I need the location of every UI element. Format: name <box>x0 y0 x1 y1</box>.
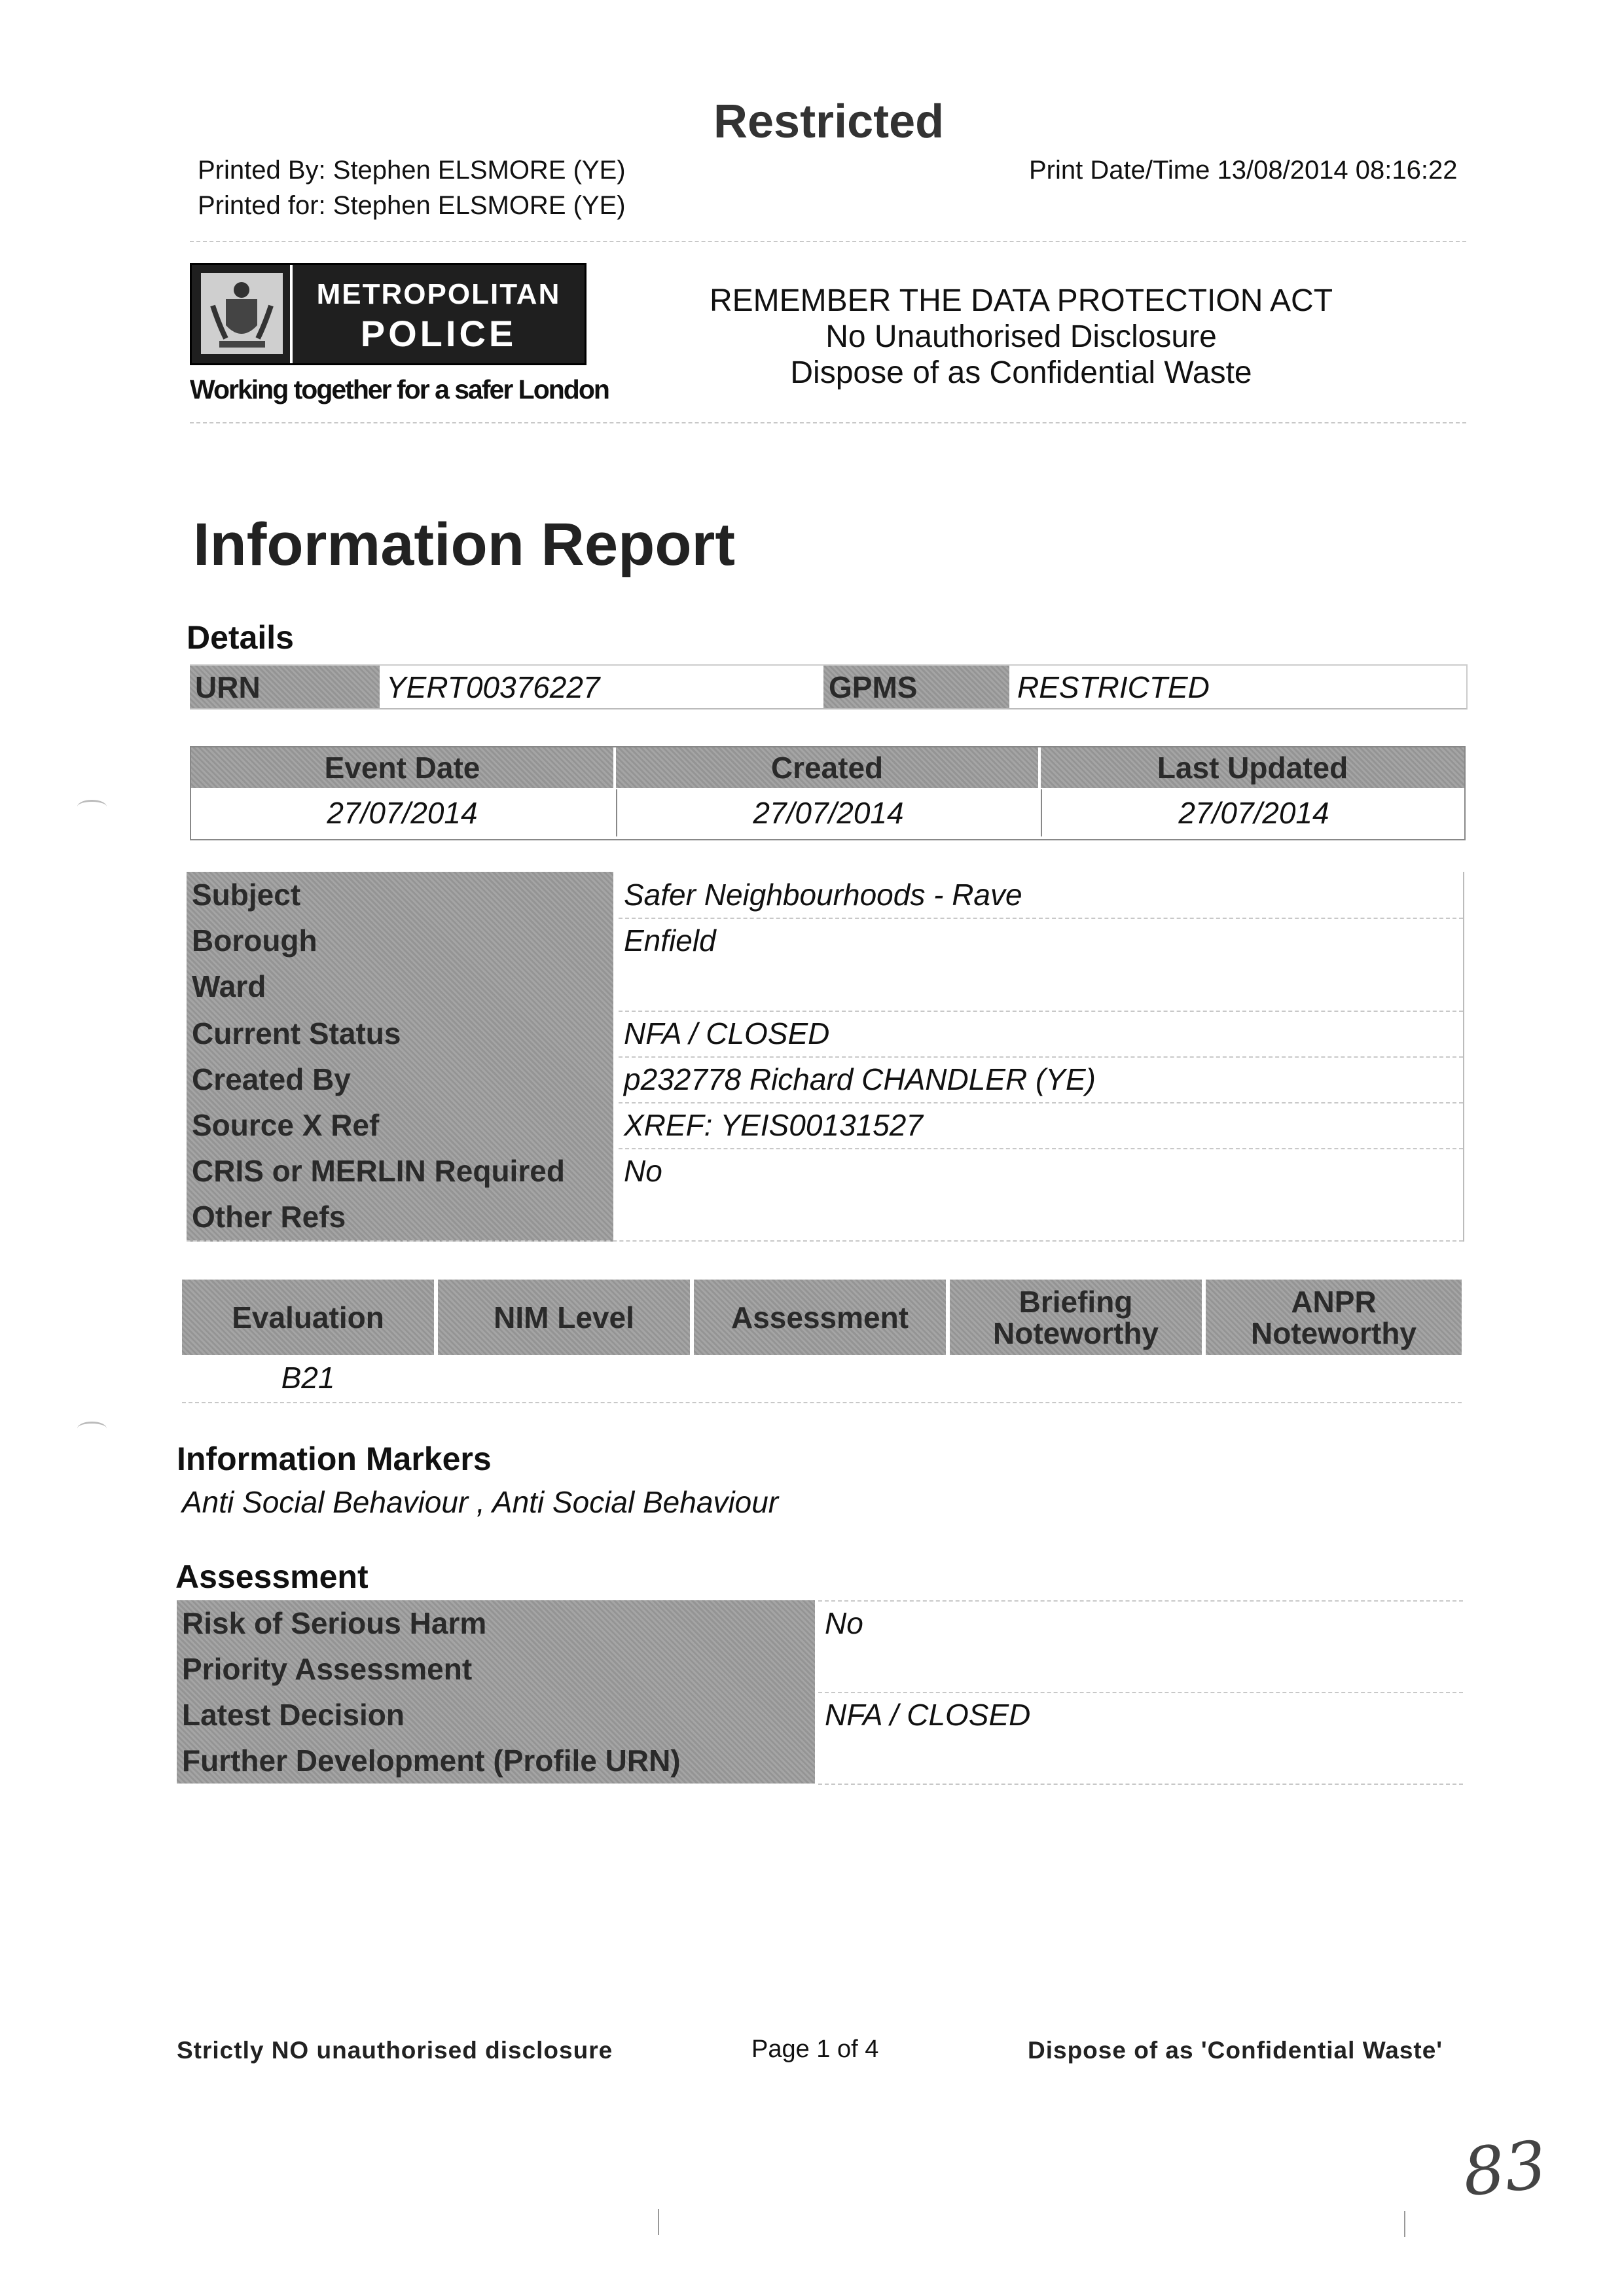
printed-for: Printed for: Stephen ELSMORE (YE) <box>198 191 626 220</box>
assessment-value-latest-decision: NFA / CLOSED <box>825 1698 1031 1732</box>
field-value-subject: Safer Neighbourhoods - Rave <box>624 878 1022 912</box>
eval-value-briefing <box>950 1355 1202 1401</box>
header-divider-2 <box>190 422 1466 423</box>
logo-tagline: Working together for a safer London <box>190 374 609 404</box>
footer-page-number: Page 1 of 4 <box>751 2036 879 2063</box>
assessment-value-further-dev <box>820 1738 825 1784</box>
page-title: Information Report <box>193 511 735 578</box>
field-value-created-by: p232778 Richard CHANDLER (YE) <box>624 1062 1096 1096</box>
assessment-label-further-dev: Further Development (Profile URN) <box>182 1744 681 1778</box>
eval-value-anpr <box>1206 1355 1462 1401</box>
information-markers-value: Anti Social Behaviour , Anti Social Behaviour <box>182 1485 779 1519</box>
punch-mark-bottom <box>77 1422 107 1435</box>
event-date-header: Event Date <box>191 747 613 788</box>
logo-line2: POLICE <box>360 313 517 354</box>
eval-header-evaluation: Evaluation <box>182 1280 434 1355</box>
assessment-value-priority <box>820 1646 825 1692</box>
crest-icon <box>201 273 283 354</box>
field-value-ward <box>619 963 624 1009</box>
eval-header-assessment: Assessment <box>694 1280 946 1355</box>
assessment-label-latest-decision: Latest Decision <box>182 1698 405 1732</box>
notice-line3: Dispose of as Confidential Waste <box>790 355 1252 390</box>
printed-by: Printed By: Stephen ELSMORE (YE) <box>198 156 626 185</box>
met-police-logo <box>190 263 586 365</box>
event-date-value: 27/07/2014 <box>327 796 478 830</box>
punch-mark-top <box>77 800 107 814</box>
field-label-source-x-ref: Source X Ref <box>192 1108 380 1142</box>
header-divider <box>190 241 1466 242</box>
logo-line1: METROPOLITAN <box>316 278 561 310</box>
assessment-label-priority: Priority Assessment <box>182 1652 473 1686</box>
footer-left: Strictly NO unauthorised disclosure <box>177 2037 613 2064</box>
details-heading: Details <box>187 619 294 656</box>
field-label-ward: Ward <box>192 969 266 1003</box>
eval-value-evaluation: B21 <box>281 1361 335 1395</box>
footer-right: Dispose of as 'Confidential Waste' <box>1028 2037 1443 2064</box>
urn-label: URN <box>190 666 380 708</box>
gpms-value: RESTRICTED <box>1017 670 1210 704</box>
created-value: 27/07/2014 <box>616 789 1039 836</box>
gpms-label: GPMS <box>823 666 1009 708</box>
information-markers-heading: Information Markers <box>177 1441 492 1477</box>
notice-line1: REMEMBER THE DATA PROTECTION ACT <box>709 283 1333 318</box>
handwritten-page-number: 83 <box>1459 2126 1551 2212</box>
eval-value-nim-level <box>438 1355 690 1401</box>
last-updated-value: 27/07/2014 <box>1041 789 1466 836</box>
data-protection-notice <box>700 283 1342 391</box>
assessment-value-risk: No <box>825 1606 863 1640</box>
scan-line-2 <box>1404 2211 1405 2237</box>
classification-label: Restricted <box>713 96 945 148</box>
print-datetime: Print Date/Time 13/08/2014 08:16:22 <box>1029 156 1458 185</box>
field-value-source-x-ref: XREF: YEIS00131527 <box>624 1108 923 1142</box>
eval-value-assessment <box>694 1355 946 1401</box>
eval-header-briefing: Briefing Noteworthy <box>950 1280 1202 1355</box>
field-label-subject: Subject <box>192 878 301 912</box>
dates-table <box>190 746 1466 840</box>
fields-table <box>187 872 1464 1242</box>
assessment-label-risk: Risk of Serious Harm <box>182 1606 487 1640</box>
field-value-borough: Enfield <box>624 924 716 958</box>
urn-value: YERT00376227 <box>386 670 600 704</box>
urn-row <box>190 664 1468 709</box>
field-label-borough: Borough <box>192 924 317 958</box>
notice-line2: No Unauthorised Disclosure <box>825 319 1217 354</box>
evaluation-table <box>182 1280 1462 1401</box>
field-label-cris-merlin: CRIS or MERLIN Required <box>192 1154 565 1188</box>
field-label-other-refs: Other Refs <box>192 1200 346 1234</box>
assessment-table <box>177 1600 1463 1784</box>
assessment-heading: Assessment <box>175 1558 369 1595</box>
scan-line-1 <box>658 2209 659 2235</box>
last-updated-header: Last Updated <box>1041 747 1464 788</box>
field-label-created-by: Created By <box>192 1062 351 1096</box>
field-label-current-status: Current Status <box>192 1016 401 1050</box>
field-value-cris-merlin: No <box>624 1154 662 1188</box>
eval-header-anpr: ANPR Noteworthy <box>1206 1280 1462 1355</box>
created-header: Created <box>616 747 1038 788</box>
field-value-current-status: NFA / CLOSED <box>624 1016 830 1050</box>
eval-header-nim-level: NIM Level <box>438 1280 690 1355</box>
field-value-other-refs <box>619 1194 624 1240</box>
